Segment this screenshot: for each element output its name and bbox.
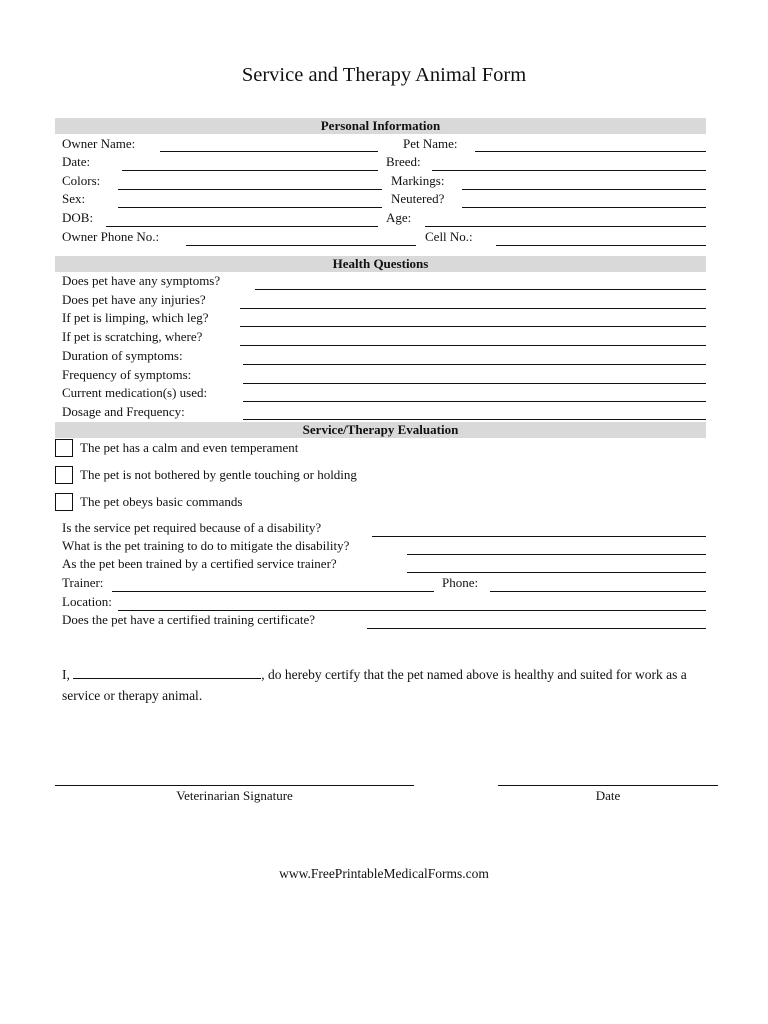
checkbox-gentle-touch[interactable] [55, 466, 73, 484]
pet-name-field[interactable] [475, 151, 706, 152]
colors-label: Colors: [62, 173, 101, 188]
sex-label: Sex: [62, 191, 86, 206]
health-q-limping: If pet is limping, which leg? [62, 310, 209, 325]
eval-q-disability: Is the service pet required because of a disability? [62, 520, 322, 535]
neutered-label: Neutered? [391, 191, 445, 206]
neutered-field[interactable] [462, 207, 706, 208]
veterinarian-signature-label: Veterinarian Signature [176, 788, 293, 803]
health-q-duration: Duration of symptoms: [62, 348, 183, 363]
signature-date-label: Date [595, 788, 621, 803]
medication-field[interactable] [243, 401, 706, 402]
trainer-label: Trainer: [62, 575, 104, 590]
injuries-field[interactable] [240, 308, 706, 309]
date-field[interactable] [122, 170, 378, 171]
certificate-field[interactable] [367, 628, 706, 629]
colors-field[interactable] [118, 189, 382, 190]
health-q-frequency: Frequency of symptoms: [62, 367, 192, 382]
eval-q-mitigate: What is the pet training to do to mitigate the disability? [62, 538, 350, 553]
certification-text: , do hereby certify that the pet named above is healthy and suited for work as a service or therapy animal. [62, 667, 687, 703]
dob-field[interactable] [106, 226, 378, 227]
checkbox-calm-label: The pet has a calm and even temperament [80, 440, 299, 455]
location-label: Location: [62, 594, 112, 609]
dosage-field[interactable] [243, 419, 706, 420]
duration-field[interactable] [243, 364, 706, 365]
section-header-personal: Personal Information [55, 118, 706, 134]
owner-name-field[interactable] [160, 151, 378, 152]
checkbox-commands-label: The pet obeys basic commands [80, 494, 243, 509]
certification-prefix: I, [62, 667, 70, 682]
eval-q-certified-trainer: As the pet been trained by a certified service trainer? [62, 556, 337, 571]
health-q-symptoms: Does pet have any symptoms? [62, 273, 221, 288]
health-q-dosage: Dosage and Frequency: [62, 404, 185, 419]
cell-field[interactable] [496, 245, 706, 246]
trainer-field[interactable] [112, 591, 434, 592]
health-q-scratching: If pet is scratching, where? [62, 329, 203, 344]
certified-trainer-field[interactable] [407, 572, 706, 573]
mitigate-field[interactable] [407, 554, 706, 555]
form-title: Service and Therapy Animal Form [241, 64, 527, 86]
pet-name-label: Pet Name: [403, 136, 458, 151]
phone-field[interactable] [490, 591, 706, 592]
dob-label: DOB: [62, 210, 94, 225]
location-field[interactable] [118, 610, 706, 611]
footer-url: www.FreePrintableMedicalForms.com [279, 866, 489, 881]
age-field[interactable] [425, 226, 706, 227]
sex-field[interactable] [118, 207, 382, 208]
limping-field[interactable] [240, 326, 706, 327]
frequency-field[interactable] [243, 383, 706, 384]
age-label: Age: [386, 210, 412, 225]
veterinarian-signature-line[interactable] [55, 785, 414, 786]
symptoms-field[interactable] [255, 289, 706, 290]
checkbox-gentle-label: The pet is not bothered by gentle touching or holding [80, 467, 357, 482]
date-label: Date: [62, 154, 91, 169]
veterinarian-name-field[interactable] [73, 666, 261, 679]
owner-phone-field[interactable] [186, 245, 416, 246]
disability-field[interactable] [372, 536, 706, 537]
scratching-field[interactable] [240, 345, 706, 346]
health-q-medication: Current medication(s) used: [62, 385, 208, 400]
owner-name-label: Owner Name: [62, 136, 136, 151]
section-header-health: Health Questions [55, 256, 706, 272]
certification-statement [62, 664, 722, 706]
section-header-evaluation: Service/Therapy Evaluation [55, 422, 706, 438]
markings-label: Markings: [391, 173, 445, 188]
signature-date-line[interactable] [498, 785, 718, 786]
checkbox-calm-temperament[interactable] [55, 439, 73, 457]
phone-label: Phone: [442, 575, 479, 590]
cell-label: Cell No.: [425, 229, 473, 244]
markings-field[interactable] [462, 189, 706, 190]
owner-phone-label: Owner Phone No.: [62, 229, 160, 244]
breed-field[interactable] [432, 170, 706, 171]
checkbox-basic-commands[interactable] [55, 493, 73, 511]
breed-label: Breed: [386, 154, 421, 169]
health-q-injuries: Does pet have any injuries? [62, 292, 206, 307]
eval-q-certificate: Does the pet have a certified training certificate? [62, 612, 316, 627]
